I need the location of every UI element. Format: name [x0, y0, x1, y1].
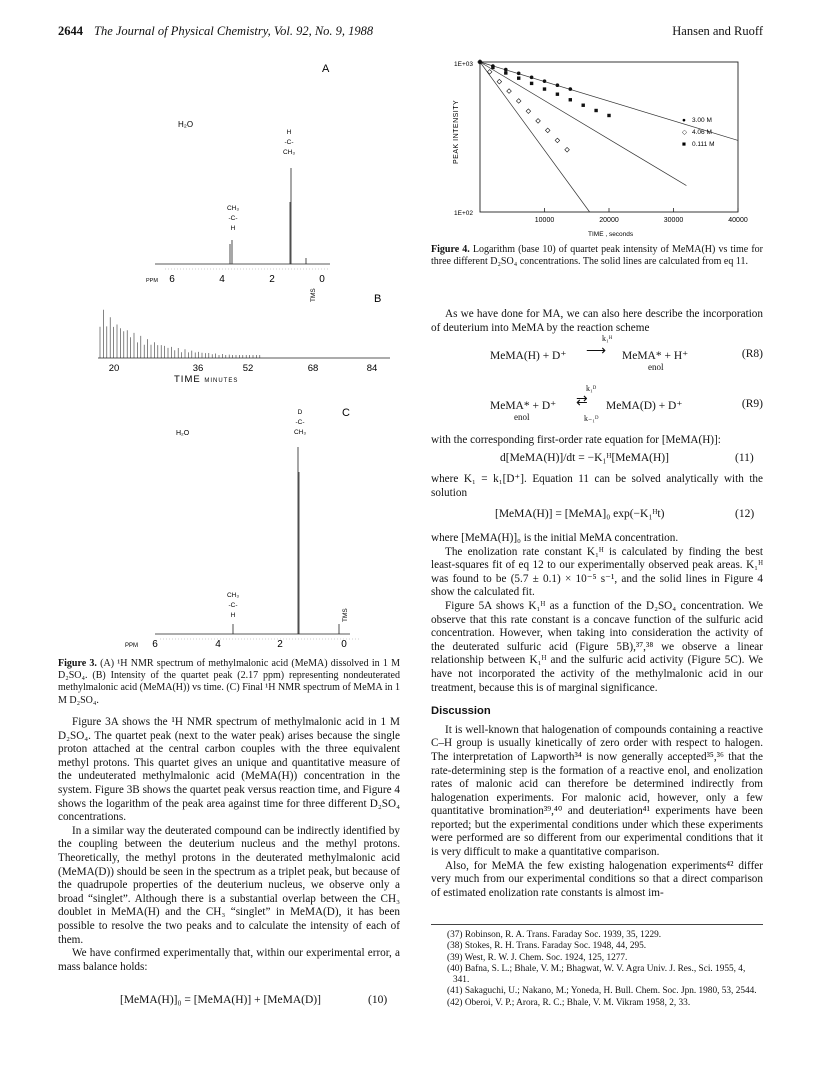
panel-a-letter: A	[322, 63, 330, 75]
svg-text:H: H	[230, 225, 236, 232]
x-axis-label: TIME , seconds	[588, 231, 634, 238]
legend	[682, 117, 715, 148]
data-point	[497, 79, 502, 84]
water-label-a: H₂O	[178, 120, 194, 129]
data-point	[504, 68, 508, 72]
svg-text:CH₃: CH₃	[293, 429, 307, 436]
nmr-spectrum-a	[155, 168, 330, 264]
data-point	[555, 138, 560, 143]
data-point	[478, 60, 481, 63]
journal-title: The Journal of Physical Chemistry, Vol. 92, No. 9, 1988	[94, 24, 374, 38]
ppm-label-a: PPM	[146, 278, 158, 284]
x-tick-label: 10000	[534, 217, 555, 224]
time-axis-label-b: TIME MINUTES	[174, 374, 239, 385]
svg-text:2: 2	[277, 639, 283, 650]
legend-label: 0.111 M	[692, 141, 715, 148]
svg-text:-C-: -C-	[295, 419, 305, 426]
svg-text:6: 6	[152, 639, 158, 650]
right-paragraph: with the corresponding first-order rate equation for [MeMA(H)]:	[431, 434, 721, 446]
reference-divider	[431, 924, 763, 925]
data-point	[545, 128, 550, 133]
figure-3-caption: Figure 3. (A) ¹H NMR spectrum of methylmalonic acid (MeMA) dissolved in 1 M D₂SO₄. (B) Intensity of the quartet peak (2.17 ppm) representing nondeuterated methylmalonic acid (MeMA(H)) vs time. (C) Final ¹H NMR spectrum of MeMA in 1 M D₂SO₄.	[58, 658, 400, 706]
legend-label: 4.06 M	[692, 129, 712, 136]
right-column-body	[431, 532, 763, 900]
doublet-group-a	[227, 205, 239, 232]
y-axis-label: PEAK INTENSITY	[453, 99, 460, 164]
svg-text:68: 68	[307, 363, 319, 374]
data-point	[491, 66, 494, 69]
quartet-stack-b	[100, 310, 260, 358]
legend-symbol: ■	[682, 141, 686, 148]
legend-label: 3.00 M	[692, 117, 712, 124]
svg-text:-C-: -C-	[228, 215, 238, 222]
svg-text:84: 84	[366, 363, 378, 374]
authors: Hansen and Ruoff	[672, 24, 763, 38]
fit-line	[480, 62, 686, 186]
data-point	[569, 98, 572, 101]
reference-item: (41) Sakaguchi, U.; Nakano, M.; Yoneda, H. Bull. Chem. Soc. Jpn. 1980, 53, 2544.	[447, 986, 757, 997]
data-point	[543, 79, 547, 83]
svg-text:4: 4	[215, 639, 221, 650]
ppm-ticks-a	[169, 274, 325, 285]
reference-item: (40) Bafna, S. L.; Bhale, V. M.; Bhagwat, W. V. Agra Univ. J. Res., Sci. 1955, 4, 341.	[447, 963, 746, 986]
legend-symbol: ●	[682, 117, 686, 124]
right-paragraph: where K₁ = k₁[D⁺]. Equation 11 can be solved analytically with the solution	[431, 473, 763, 499]
svg-text:2: 2	[269, 274, 275, 285]
svg-text:H: H	[230, 612, 236, 619]
reference-item: (39) West, R. W. J. Chem. Soc. 1924, 125, 1277.	[447, 952, 628, 963]
time-ticks-b	[109, 363, 378, 374]
data-point	[517, 72, 521, 76]
svg-text:6: 6	[169, 274, 175, 285]
x-ticks	[535, 217, 748, 224]
references	[431, 930, 763, 1009]
data-point	[526, 109, 531, 114]
paragraph: It is well-known that halogenation of compounds containing a reactive C–H group is usually kinetically of zero order with respect to halogen. The interpretation of Lapworth³⁴ is now generally accepted³⁵,³⁶ that the rate-determining step is the formation of a reactive enol, and enolization rates of malonic acid can therefore be determined indirectly from halogenation experiments. For malonic acid, however, only a few quantitative bromination³⁹,⁴⁰ and deuteriation⁴¹ experiments have been reported; but the experimental conditions under which these experiments were performed are so different from our experimental conditions that it is very difficult to make a quantitative comparison.	[431, 723, 763, 859]
data-point	[569, 87, 573, 91]
reference-item: (37) Robinson, R. A. Trans. Faraday Soc. 1939, 35, 1229.	[447, 930, 662, 940]
data-point	[543, 87, 546, 90]
data-point	[556, 83, 560, 87]
paragraph: where [MeMA(H)]₀ is the initial MeMA concentration.	[431, 532, 679, 544]
equation-12: [MeMA(H)] = [MeMA]₀ exp(−K₁ᴴt)	[495, 508, 665, 520]
svg-text:CH₃: CH₃	[226, 592, 240, 599]
paragraph: Figure 5A shows K₁ᴴ as a function of the D₂SO₄ concentration. We observe that this rate constant is a concave function of the sulfuric acid concentration. However, when taking into consideration the activity of the deuterated sulfuric acid (Figure 5B),³⁷,³⁸ we observe a linear relationship between K₁ᴴ and the sulfuric acid activity (Figure 5C). We have not incorporated the activity of the methylmalonic acid in our treatment, because this is of marginal significance.	[431, 599, 763, 694]
figure-4-caption: Figure 4. Logarithm (base 10) of quartet peak intensity of MeMA(H) vs time for three different D₂SO₄ concentrations. The solid lines are calculated from eq 11.	[431, 244, 763, 268]
svg-text:-C-: -C-	[284, 139, 294, 146]
data-point	[556, 93, 559, 96]
svg-text:CH₃: CH₃	[226, 205, 240, 212]
data-point	[530, 82, 533, 85]
data-point	[504, 71, 507, 74]
svg-text:0: 0	[341, 639, 347, 650]
data-point	[516, 99, 521, 104]
paragraph: We have confirmed experimentally that, within our experimental error, a mass balance holds:	[58, 947, 400, 973]
deuterated-group-c	[294, 409, 306, 436]
svg-text:20: 20	[108, 363, 120, 374]
x-tick-label: 30000	[663, 217, 684, 224]
panel-c-letter: C	[342, 407, 350, 419]
svg-text:H: H	[286, 129, 292, 136]
x-tick-label: 20000	[599, 217, 619, 224]
data-point	[507, 89, 512, 94]
water-label-c: H₂O	[176, 430, 190, 437]
y-tick-top: 1E+03	[454, 61, 473, 68]
y-tick-bottom: 1E+02	[454, 210, 473, 217]
svg-text:36: 36	[192, 363, 204, 374]
paragraph: In a similar way the deuterated compound can be indirectly identified by the coupling between the deuterium nucleus and the methyl protons. Theoretically, the methyl protons in the deuterated methylmalonic acid (MeMA(D)) should be seen in the spectrum as a triplet peak, but because of the quadrupole properties of the deuterium nucleus, we observe only a broad “singlet”. Although there is a substantial overlap between the CH₃ doublet in MeMA(H) and the CH₃ “singlet” in MeMA(D), it has been possible to resolve the two peaks and to calculate the intensity of each of them.	[58, 824, 400, 946]
data-point	[536, 119, 541, 124]
x-tick-label: 40000	[728, 217, 748, 224]
reference-item: (42) Oberoi, V. P.; Arora, R. C.; Bhale, V. M. Vikram 1958, 2, 33.	[447, 997, 691, 1008]
methine-group-c	[227, 592, 239, 619]
svg-text:0: 0	[319, 274, 325, 285]
ppm-label-c: PPM	[125, 643, 139, 649]
data-point	[565, 147, 570, 152]
svg-text:-C-: -C-	[228, 602, 238, 609]
svg-text:4: 4	[219, 274, 225, 285]
legend-symbol: ◇	[682, 129, 687, 136]
equation-11: d[MeMA(H)]/dt = −K₁ᴴ[MeMA(H)]	[500, 452, 669, 464]
reaction-r8: MeMA(H) + D⁺ k₁ᴴ ⟶ MeMA* + H⁺ enol (R8)	[490, 334, 763, 372]
svg-text:CH₃: CH₃	[282, 149, 296, 156]
page-number: 2644	[58, 24, 83, 38]
equation-11-number: (11)	[735, 452, 754, 464]
left-column	[58, 716, 400, 974]
svg-text:52: 52	[242, 363, 254, 374]
panel-b-letter: B	[374, 293, 382, 305]
right-paragraph: As we have done for MA, we can also here describe the incorporation of deuterium into MeMA by the reaction scheme	[431, 308, 763, 334]
nmr-spectrum-c	[155, 447, 350, 634]
data-point	[530, 76, 534, 80]
paragraph: Figure 3A shows the ¹H NMR spectrum of methylmalonic acid in 1 M D₂SO₄. The quartet peak (next to the water peak) arises because the single proton attached at the central carbon couples with the three equivalent methyl protons. This quartet gives an unique and quantitative measure of the undeuterated methylmalonic acid (MeMA(H)) concentration in the system. Figure 3B shows the quartet peak versus reaction time, and Figure 4 shows the logarithm of the peak area against time for three different D₂SO₄ concentrations.	[58, 716, 400, 824]
tms-label-c: TMS	[342, 608, 349, 622]
reference-item: (38) Stokes, R. H. Trans. Faraday Soc. 1948, 44, 295.	[447, 941, 647, 952]
data-point	[607, 114, 610, 117]
reaction-r9: MeMA* + D⁺ enol k₁ᴰ ⇄ k₋₁ᴰ MeMA(D) + D⁺ (R9)	[490, 384, 763, 423]
svg-text:D: D	[297, 409, 303, 416]
data-point	[582, 104, 585, 107]
tms-label-a: TMS	[310, 288, 317, 302]
equation-12-number: (12)	[735, 508, 755, 520]
figure-4	[420, 52, 762, 242]
fit-line	[480, 62, 590, 212]
section-heading-discussion: Discussion	[431, 705, 491, 718]
equation-10-number: (10)	[368, 994, 388, 1006]
quartet-group-a	[283, 129, 295, 156]
paragraph: Also, for MeMA the few existing halogenation experiments⁴² differ very much from our experimental conditions so that a direct comparison of estimated enolization rate constants is almost im-	[431, 859, 763, 899]
paragraph: The enolization rate constant K₁ᴴ is calculated by finding the best least-squares fit of eq 12 to our experimentally observed peak areas. K₁ᴴ was found to be (5.7 ± 0.1) × 10⁻⁵ s⁻¹, and the solid lines in Figure 4 show the calculated fit.	[431, 545, 763, 599]
ppm-ticks-c	[152, 639, 347, 650]
figure-3	[60, 52, 400, 662]
equation-10: [MeMA(H)]₀ = [MeMA(H)] + [MeMA(D)]	[120, 994, 321, 1006]
plot-frame	[480, 62, 738, 212]
data-point	[517, 76, 520, 79]
data-point	[594, 109, 597, 112]
